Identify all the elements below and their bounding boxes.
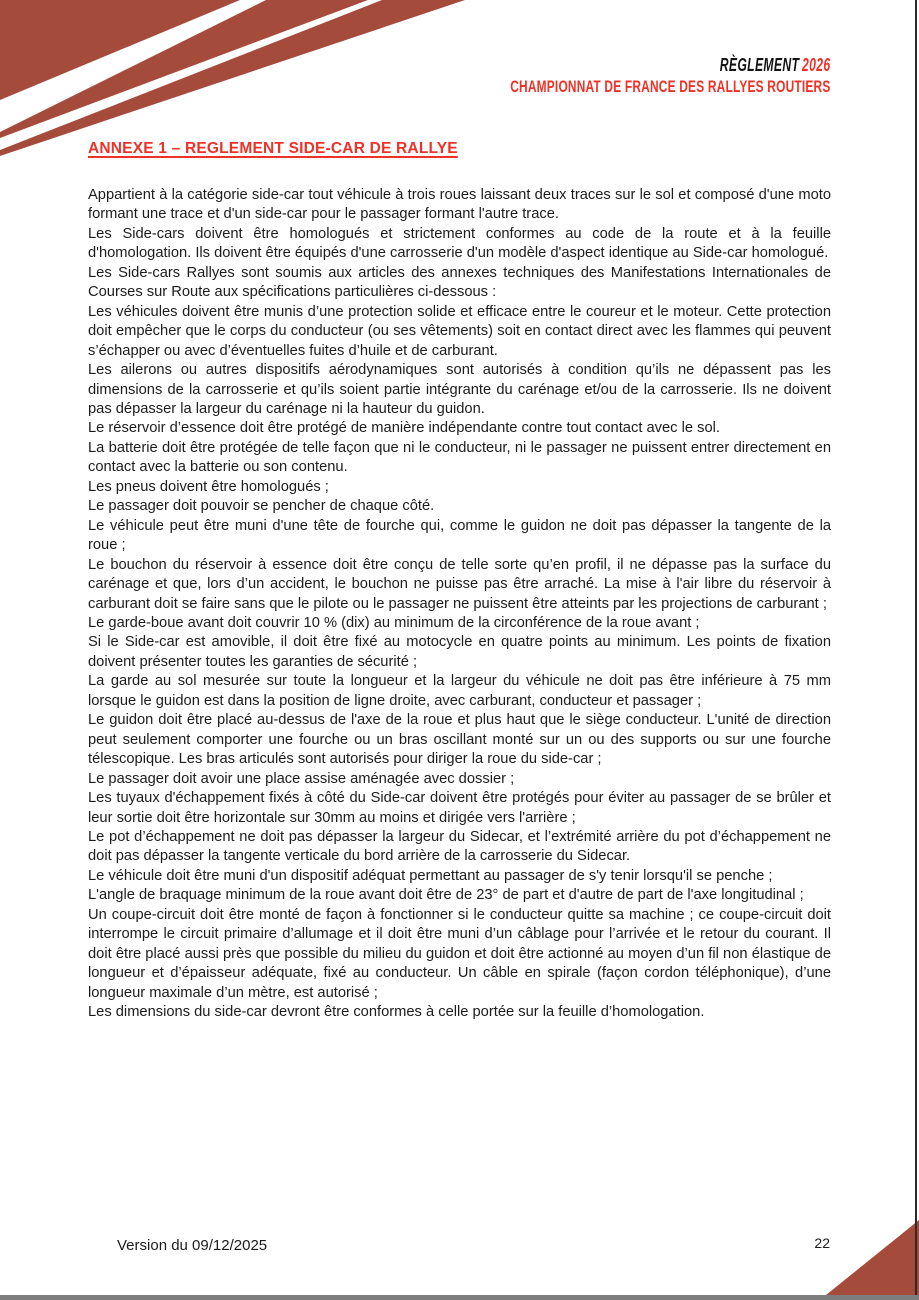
paragraph: Un coupe-circuit doit être monté de façon à fonctionner si le conducteur quitte sa machine ; ce coupe-circuit doit interrompe le circuit primaire d’allumage et il doit être muni d’un câblage pour l’arrivée et le retour du courant. Il doit être placé aussi près que possible du milieu du guidon et doit être actionné au moyen d’un fil non élastique de longueur et d’épaisseur adéquate, fixé au conducteur. Un câble en spirale (façon cordon téléphonique), d’une longueur maximale d’un mètre, est autorisé ; [88,906,831,1001]
paragraph: L'angle de braquage minimum de la roue avant doit être de 23° de part et d'autre de part de l'axe longitudinal ; [88,887,804,904]
reglement-logo [528,53,830,77]
paragraph: La batterie doit être protégée de telle façon que ni le conducteur, ni le passager ne puissent entrer directement en contact avec la batterie ou son contenu. [88,439,831,476]
paragraph: Les Side-cars Rallyes sont soumis aux articles des annexes techniques des Manifestations Internationales de Courses sur Route aux spécifications particulières ci-dessous : [88,264,831,301]
paragraph: Les Side-cars doivent être homologués et strictement conformes au code de la route et à la feuille d'homologation. Ils doivent être équipés d'une carrosserie d'un modèle d'aspect identique au Side-car homologué. [88,225,831,262]
paragraph: Le garde-boue avant doit couvrir 10 % (dix) au minimum de la circonférence de la roue avant ; [88,614,700,631]
corner-triangle-graphic [0,1220,919,1295]
footer-version: Version du 09/12/2025 [117,1237,268,1254]
paragraph: Les dimensions du side-car devront être conformes à celle portée sur la feuille d’homologation. [88,1004,705,1021]
logo-word: RÈGLEMENT [719,54,799,75]
page-number: 22 [814,1235,830,1251]
paragraph: Le réservoir d’essence doit être protégé de manière indépendante contre tout contact avec le sol. [88,420,720,437]
paragraph: Le pot d’échappement ne doit pas dépasser la largeur du Sidecar, et l’extrémité arrière du pot d’échappement ne doit pas dépasser la tangente verticale du bord arrière de la carrosserie du Sidecar. [88,828,831,865]
paragraph: Le véhicule doit être muni d'un dispositif adéquat permettant au passager de s'y tenir lorsqu'il se penche ; [88,867,773,884]
header-subtitle: CHAMPIONNAT DE FRANCE DES RALLYES ROUTIERS [509,77,830,96]
paragraph: Appartient à la catégorie side-car tout véhicule à trois roues laissant deux traces sur le sol et composé d'une moto formant une trace et d'un side-car pour le passager formant l'autre trace. [88,187,831,223]
page-bottom-bar [0,1295,919,1300]
paragraph: Les tuyaux d'échappement fixés à côté du Side-car doivent être protégés pour éviter au passager de se brûler et leur sortie doit être horizontale sur 30mm au moins et dirigée vers l'arrière ; [88,790,831,826]
paragraph: Le véhicule peut être muni d'une tête de fourche qui, comme le guidon ne doit pas dépasser la tangente de la roue ; [88,517,831,554]
body-text [88,186,831,1022]
header [373,53,830,97]
page-right-edge-line [915,0,917,1295]
paragraph: Le passager doit avoir une place assise aménagée avec dossier ; [88,770,515,787]
paragraph: Le bouchon du réservoir à essence doit être conçu de telle sorte qu’en profil, il ne dépasse pas la surface du carénage et que, lors d’un accident, le bouchon ne puisse pas être arraché. La mise à l'air libre du réservoir à carburant doit se faire sans que le pilote ou le passager ne puissent être atteints par les projections de carburant ; [88,556,831,612]
page-title: ANNEXE 1 – REGLEMENT SIDE-CAR DE RALLYE [88,140,458,157]
paragraph: La garde au sol mesurée sur toute la longueur et la largeur du véhicule ne doit pas être inférieure à 75 mm lorsque le guidon est dans la position de ligne droite, avec carburant, conducteur et passager ; [88,673,831,709]
paragraph: Le guidon doit être placé au-dessus de l'axe de la roue et plus haut que le siège conducteur. L'unité de direction peut seulement comporter une fourche ou un bras oscillant monté sur un ou des supports ou sur une fourche télescopique. Les bras articulés sont autorisés pour diriger la roue du side-car ; [88,712,831,768]
logo-year: 2026 [801,54,830,75]
paragraph: Le passager doit pouvoir se pencher de chaque côté. [88,498,435,515]
paragraph: Si le Side-car est amovible, il doit être fixé au motocycle en quatre points au minimum. Les points de fixation doivent présenter toutes les garanties de sécurité ; [88,634,831,670]
paragraph: Les pneus doivent être homologués ; [88,478,329,495]
paragraph: Les ailerons ou autres dispositifs aérodynamiques sont autorisés à condition qu’ils ne dépassent pas les dimensions de la carrosserie et qu’ils soient partie intégrante du carénage et/ou de la carrosserie. Ils ne doivent pas dépasser la largeur du carénage ni la hauteur du guidon. [88,362,831,417]
paragraph: Les véhicules doivent être munis d’une protection solide et efficace entre le coureur et le moteur. Cette protection doit empêcher que le corps du conducteur (ou ses vêtements) soit en contact direct avec les flammes qui peuvent s’échapper ou avec d’éventuelles fuites d’huile et de carburant. [88,303,831,359]
